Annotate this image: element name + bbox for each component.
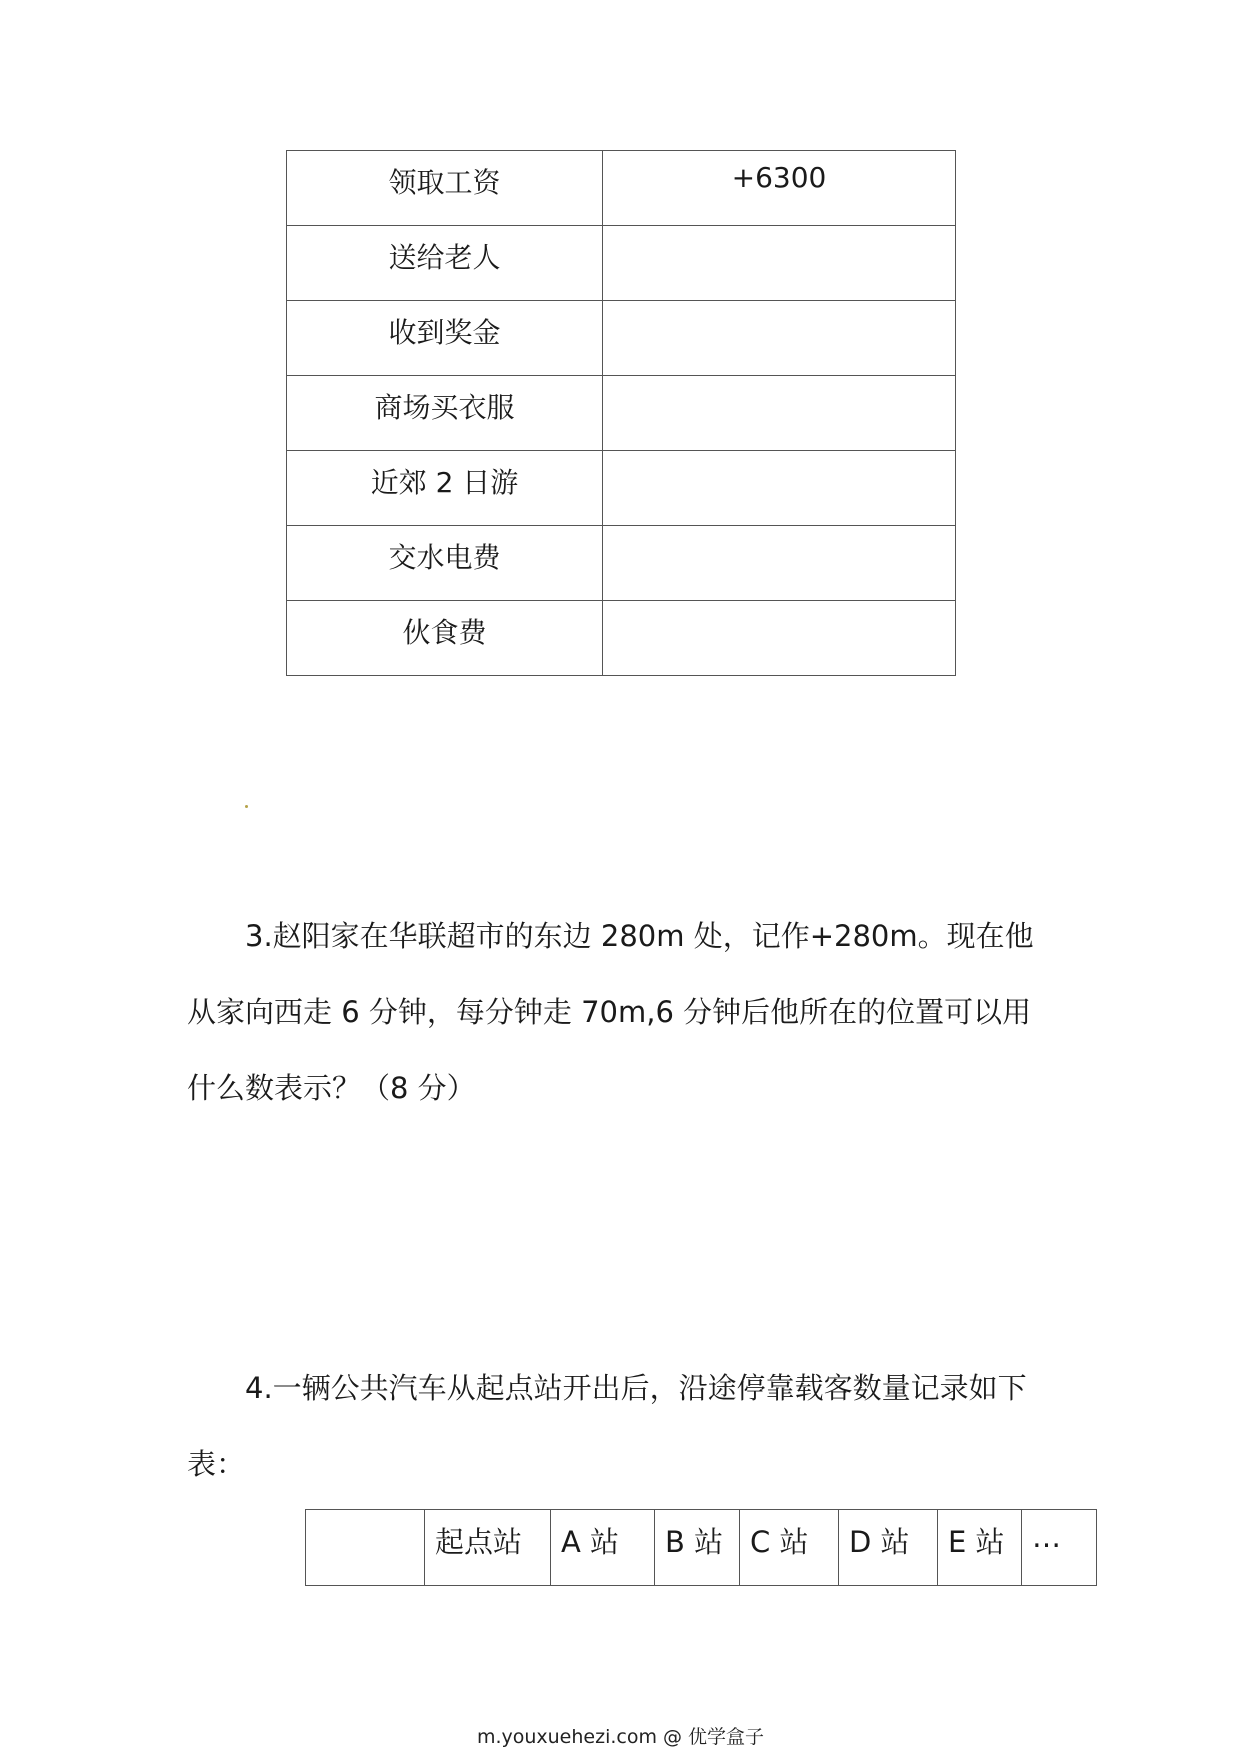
footer-watermark: m.youxuehezi.com @ 优学盒子 xyxy=(476,1726,765,1748)
header-cell: A 站 xyxy=(551,1510,655,1586)
header-cell: E 站 xyxy=(938,1510,1022,1586)
amount-cell xyxy=(603,526,956,601)
table-row xyxy=(287,451,956,526)
table-row xyxy=(287,301,956,376)
amount-cell xyxy=(603,451,956,526)
amount-cell xyxy=(603,226,956,301)
table-row xyxy=(287,526,956,601)
question-4-text: 4.一辆公共汽车从起点站开出后，沿途停靠载客数量记录如下表： xyxy=(187,1371,1027,1481)
stray-dot xyxy=(245,805,248,808)
header-cell: B 站 xyxy=(655,1510,740,1586)
header-cell: D 站 xyxy=(839,1510,938,1586)
item-cell: 领取工资 xyxy=(287,151,603,226)
question-3 xyxy=(187,898,1057,1126)
item-cell: 交水电费 xyxy=(287,526,603,601)
header-cell: C 站 xyxy=(740,1510,839,1586)
item-cell: 送给老人 xyxy=(287,226,603,301)
header-cell: 起点站 xyxy=(425,1510,551,1586)
header-cell xyxy=(306,1510,425,1586)
amount-cell xyxy=(603,601,956,676)
table-row xyxy=(287,226,956,301)
item-cell: 近郊 2 日游 xyxy=(287,451,603,526)
amount-cell: +6300 xyxy=(603,151,956,226)
table-row xyxy=(287,151,956,226)
question-4 xyxy=(187,1350,1057,1502)
table-row xyxy=(306,1510,1097,1586)
amount-cell xyxy=(603,301,956,376)
income-expense-table xyxy=(286,150,956,676)
question-3-text: 3.赵阳家在华联超市的东边 280m 处，记作+280m。现在他从家向西走 6 分钟，每分钟走 70m,6 分钟后他所在的位置可以用什么数表示？（8 分） xyxy=(187,919,1034,1105)
item-cell: 收到奖金 xyxy=(287,301,603,376)
header-cell: … xyxy=(1022,1510,1097,1586)
bus-passenger-table xyxy=(305,1509,1097,1586)
item-cell: 伙食费 xyxy=(287,601,603,676)
amount-cell xyxy=(603,376,956,451)
item-cell: 商场买衣服 xyxy=(287,376,603,451)
table-row xyxy=(287,376,956,451)
table-row xyxy=(287,601,956,676)
